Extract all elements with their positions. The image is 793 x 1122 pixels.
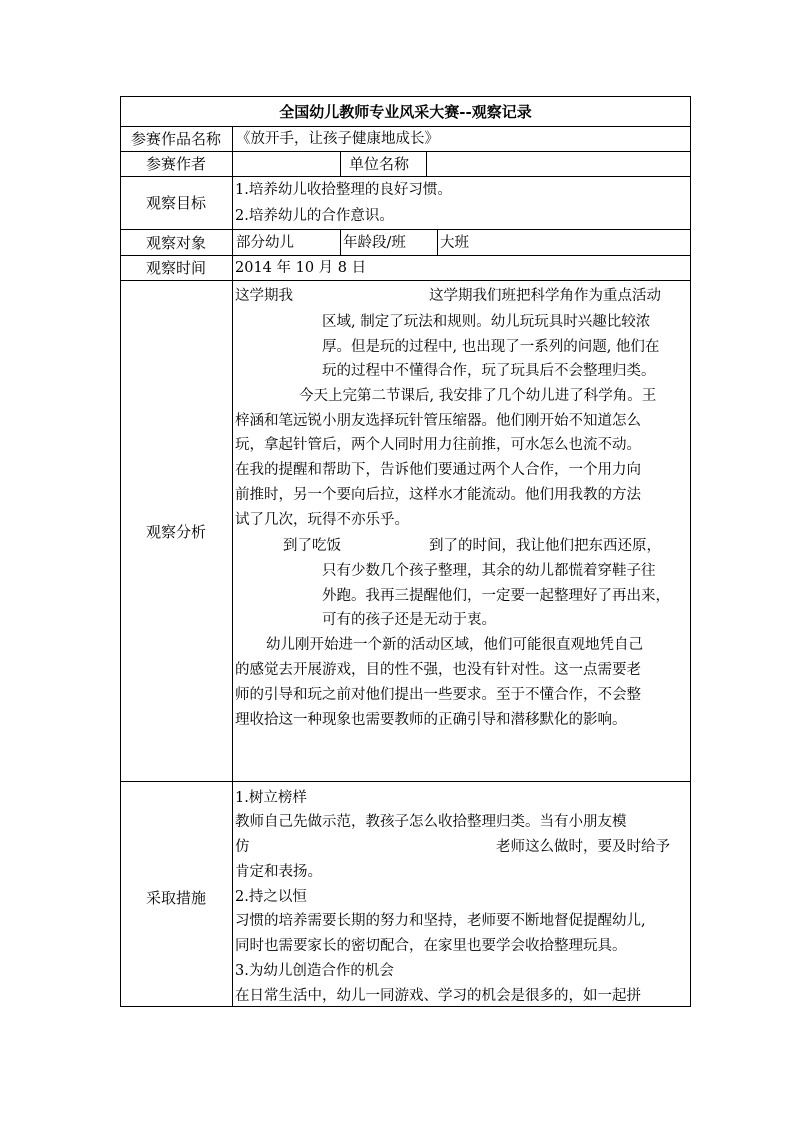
table-border-top <box>120 96 691 97</box>
time-label: 观察时间 <box>145 259 206 277</box>
measures-line: 1.树立榜样 <box>235 790 307 806</box>
unit-label: 单位名称 <box>349 155 410 173</box>
analysis-line: 区域, 制定了玩法和规则。幼儿玩玩具时兴趣比较浓 <box>322 314 651 330</box>
row-divider <box>120 781 691 782</box>
table-border-right <box>690 96 691 1007</box>
row-divider <box>120 255 691 256</box>
goal-line: 1.培养幼儿收拾整理的良好习惯。 <box>235 182 452 198</box>
work-name-label: 参赛作品名称 <box>130 130 221 148</box>
row-divider <box>120 126 691 127</box>
author-label: 参赛作者 <box>145 155 206 173</box>
analysis-line: 在我的提醒和帮助下，告诉他们要通过两个人合作，一个用力向 <box>235 462 641 478</box>
analysis-line: 外跑。我再三提醒他们，一定要一起整理好了再出来， <box>322 588 670 604</box>
goal-label: 观察目标 <box>145 194 206 212</box>
analysis-line: 理收拾这一种现象也需要教师的正确引导和潜移默化的影响。 <box>235 712 627 728</box>
analysis-label: 观察分析 <box>145 523 206 541</box>
unit-value-divider <box>426 151 427 177</box>
row-divider <box>120 229 691 230</box>
measures-label: 采取措施 <box>145 889 206 907</box>
author-unit-divider <box>340 151 341 177</box>
analysis-line: 梓涵和笔远锐小朋友选择玩针管压缩器。他们刚开始不知道怎么 <box>235 413 641 429</box>
analysis-line: 这学期我 <box>235 288 293 304</box>
analysis-line: 试了几次，玩得不亦乐乎。 <box>235 512 409 528</box>
age-value-divider <box>437 229 438 256</box>
record-title: 全国幼儿教师专业风采大赛--观察记录 <box>279 103 532 121</box>
analysis-line: 可有的孩子还是无动于衷。 <box>322 612 496 628</box>
row-divider <box>120 176 691 177</box>
analysis-line: 的感觉去开展游戏，目的性不强，也没有针对性。这一点需要老 <box>235 662 641 678</box>
measures-line: 教师自己先做示范，教孩子怎么收拾整理归类。当有小朋友模 <box>235 814 627 830</box>
measures-line: 老师这么做时，要及时给予 <box>496 839 670 855</box>
measures-line: 3.为幼儿创造合作的机会 <box>235 963 394 979</box>
goal-line: 2.培养幼儿的合作意识。 <box>235 208 394 224</box>
analysis-line: 这学期我们班把科学角作为重点活动 <box>429 288 661 304</box>
measures-line: 在日常生活中，幼儿一同游戏、学习的机会是很多的，如一起拼 <box>235 988 641 1004</box>
analysis-line: 玩，拿起针管后，两个人同时用力往前推，可水怎么也流不动。 <box>235 437 641 453</box>
measures-line: 仿 <box>235 839 250 855</box>
measures-line: 2.持之以恒 <box>235 889 307 905</box>
analysis-line: 到了吃饭 <box>283 538 341 554</box>
analysis-line: 厚。但是玩的过程中, 也出现了一系列的问题, 他们在 <box>322 339 660 355</box>
subject-value: 部分幼儿 <box>236 235 294 251</box>
measures-line: 同时也需要家长的密切配合，在家里也要学会收拾整理玩具。 <box>235 938 627 954</box>
time-value: 2014 年 10 月 8 日 <box>235 260 367 276</box>
row-divider <box>120 280 691 281</box>
analysis-line: 只有少数几个孩子整理，其余的幼儿都慌着穿鞋子往 <box>322 563 656 579</box>
work-name-value: 《放开手，让孩子健康地成长》 <box>236 131 439 147</box>
analysis-line: 师的引导和玩之前对他们提出一些要求。至于不懂合作，不会整 <box>235 687 641 703</box>
analysis-line: 到了的时间，我让他们把东西还原， <box>429 538 661 554</box>
label-column-divider <box>232 126 233 1007</box>
analysis-line: 玩的过程中不懂得合作，玩了玩具后不会整理归类。 <box>322 363 656 379</box>
age-value: 大班 <box>440 235 469 251</box>
age-label: 年龄段/班 <box>343 235 406 251</box>
analysis-line: 幼儿刚开始进一个新的活动区域，他们可能很直观地凭自己 <box>266 637 643 653</box>
subject-age-divider <box>340 229 341 256</box>
measures-line: 肯定和表扬。 <box>235 864 322 880</box>
analysis-line: 今天上完第二节课后, 我安排了几个幼儿进了科学角。王 <box>299 388 657 404</box>
measures-line: 习惯的培养需要长期的努力和坚持，老师要不断地督促提醒幼儿, <box>235 913 646 929</box>
subject-label: 观察对象 <box>145 234 206 252</box>
row-divider <box>120 151 691 152</box>
analysis-line: 前推时，另一个要向后拉，这样水才能流动。他们用我教的方法 <box>235 487 641 503</box>
